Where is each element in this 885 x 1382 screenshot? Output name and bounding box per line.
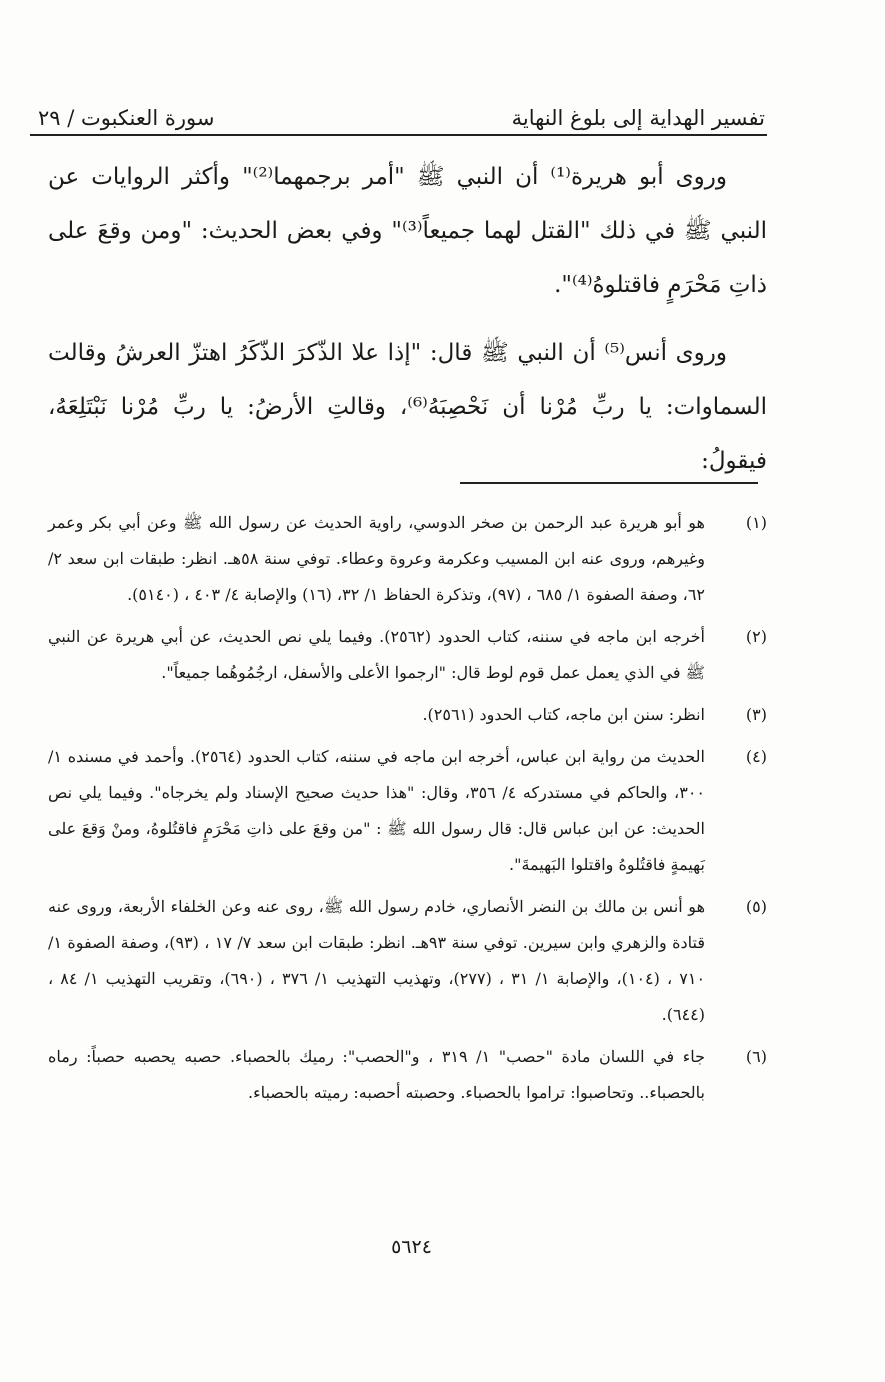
footnote-text: جاء في اللسان مادة "حصب" ١/ ٣١٩ ، و"الحصب": رميك بالحصباء. حصبه يحصبه حصباً: رماه بالحصباء.. وتحاصبوا: تراموا بالحصباء. وحصبته أحصبه: رميته بالحصباء. — [48, 1047, 705, 1102]
footnote — [48, 505, 767, 613]
footnote-number: (٤) — [745, 747, 767, 766]
surah-and-verse: سورة العنكبوت / ٢٩ — [38, 106, 215, 130]
book-title: تفسير الهداية إلى بلوغ النهاية — [511, 106, 765, 130]
footnote-number: (٣) — [745, 705, 767, 724]
footnote-text: هو أنس بن مالك بن النضر الأنصاري، خادم رسول الله ﷺ، روى عنه وعن الخلفاء الأربعة، وروى عنه قتادة والزهري وابن سيرين. توفي سنة ٩٣هـ. انظر: طبقات ابن سعد ٧/ ١٧ ، (٩٣)، وصفة الصفوة ١/ ٧١٠ ، (١٠٤)، والإصابة ١/ ٣١ ، (٢٧٧)، وتهذيب التهذيب ١/ ٣٧٦ ، (٦٩٠)، وتقريب التهذيب ١/ ٨٤ ، (٦٤٤). — [48, 897, 706, 1024]
page-number: ٥٦٢٤ — [391, 1236, 432, 1258]
footnote-number: (٢) — [745, 627, 767, 646]
footnote-text: هو أبو هريرة عبد الرحمن بن صخر الدوسي، راوية الحديث عن رسول الله ﷺ وعن أبي بكر وعمر وغيرهم، وروى عنه ابن المسيب وعكرمة وعروة وعطاء. توفي سنة ٥٨هـ. انظر: طبقات ابن سعد ٢/ ٦٢، وصفة الصفوة ١/ ٦٨٥ ، (٩٧)، وتذكرة الحفاظ ١/ ٣٢، (١٦) والإصابة ٤/ ٤٠٣ ، (٥١٤٠). — [48, 513, 706, 604]
footnote-number: (٦) — [745, 1047, 767, 1066]
footnote — [48, 739, 767, 883]
footnotes — [48, 505, 767, 1117]
paragraph: وروى أنس⁽⁵⁾ أن النبي ﷺ قال: "إذا علا الذّكرَ الذّكَرُ اهتزّ العرشُ وقالت السماوات: يا ربِّ مُرْنا أن نَحْصِبَهُ⁽⁶⁾، وقالتِ الأرضُ: يا ربِّ مُرْنا نَبْتَلِعَهُ، فيقولُ: — [48, 340, 767, 474]
main-text — [48, 150, 767, 502]
footnote-number: (١) — [745, 513, 767, 532]
paragraph: وروى أبو هريرة⁽¹⁾ أن النبي ﷺ "أمر برجمهما⁽²⁾" وأكثر الروايات عن النبي ﷺ في ذلك "القتل لهما جميعاً⁽³⁾" وفي بعض الحديث: "ومن وقعَ على ذاتِ مَحْرَمٍ فاقتلوهُ⁽⁴⁾". — [48, 164, 767, 298]
footnote — [48, 889, 767, 1033]
footnote — [48, 619, 767, 691]
footnote-number: (٥) — [745, 897, 767, 916]
footnote — [48, 1039, 767, 1111]
footnote-rule — [460, 482, 758, 484]
header-rule — [30, 134, 767, 136]
footnote-text: الحديث من رواية ابن عباس، أخرجه ابن ماجه في سننه، كتاب الحدود (٢٥٦٤). وأحمد في مسنده ١/ ٣٠٠، والحاكم في مستدركه ٤/ ٣٥٦، وقال: "هذا حديث صحيح الإسناد ولم يخرجاه". وفيما يلي نص الحديث: عن ابن عباس قال: قال رسول الله ﷺ : "من وقعَ على ذاتِ مَحْرَمٍ فاقتُلوهُ، ومنْ وَقعَ على بَهيمةٍ فاقتُلوهُ واقتلوا البَهيمةَ". — [48, 747, 706, 874]
footnote-text: انظر: سنن ابن ماجه، كتاب الحدود (٢٥٦١). — [422, 705, 705, 724]
running-header — [38, 90, 765, 130]
footnote-text: أخرجه ابن ماجه في سننه، كتاب الحدود (٢٥٦٢). وفيما يلي نص الحديث، عن أبي هريرة عن النبي ﷺ في الذي يعمل عمل قوم لوط قال: "ارجموا الأعلى والأسفل، ارجُمُوهُما جميعاً". — [48, 627, 706, 682]
footnote — [48, 697, 767, 733]
